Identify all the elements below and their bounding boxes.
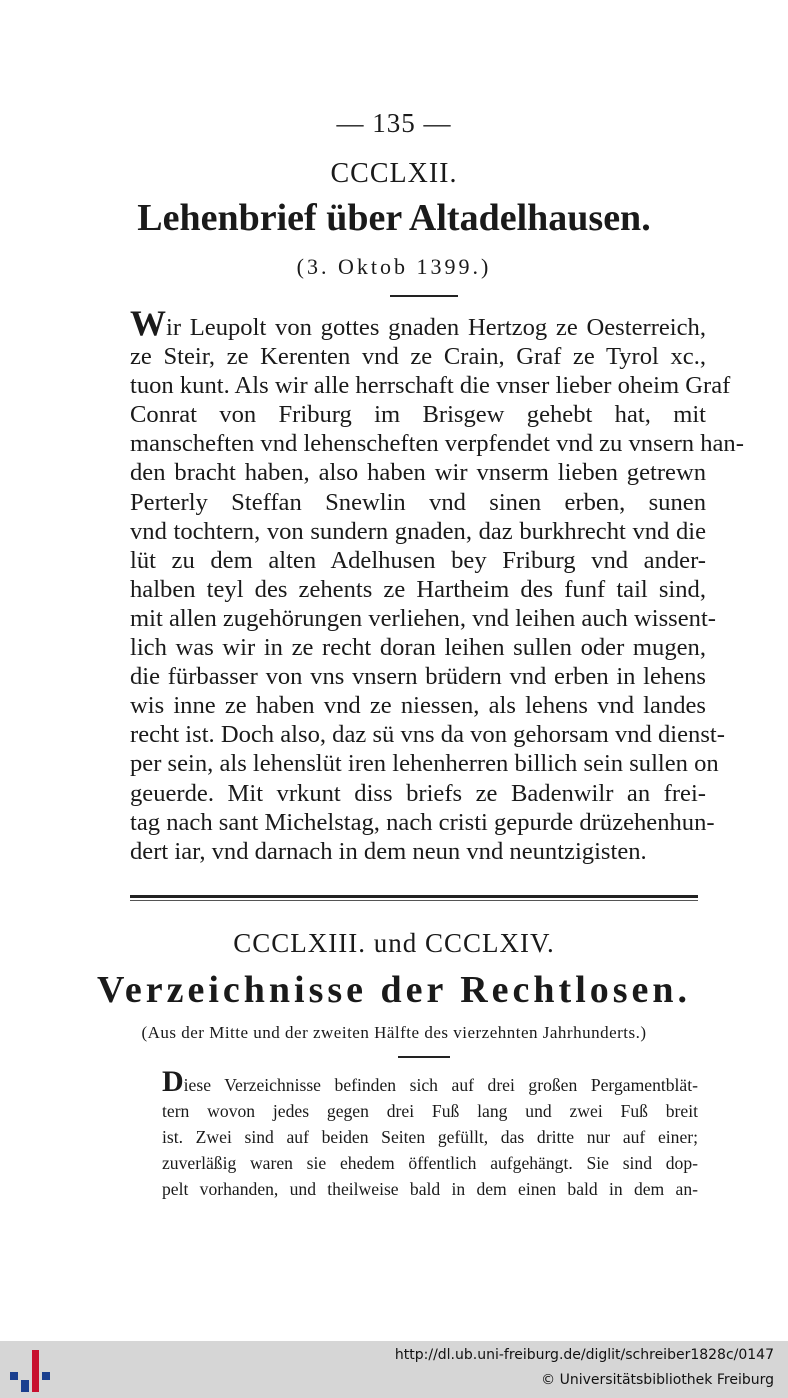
permalink-url[interactable]: http://dl.ub.uni-freiburg.de/diglit/schreiber1828c/0147 — [394, 1347, 774, 1363]
text-line: den bracht haben, also haben wir vnserm lieben getrewn — [130, 459, 706, 487]
text-line: lich was wir in ze recht doran leihen sullen oder mugen, — [130, 634, 706, 662]
text-line: tuon kunt. Als wir alle herrschaft die vnser lieber oheim Graf — [130, 372, 731, 400]
section-title: Verzeichnisse der Rechtlosen. — [96, 969, 692, 1011]
drop-cap: D — [162, 1065, 184, 1098]
commentary-text — [162, 1065, 698, 1202]
text-line: tag nach sant Michelstag, nach cristi gepurde drüzehenhun- — [130, 808, 715, 836]
text-line: Conrat von Friburg im Brisgew gehebt hat, mit — [130, 401, 706, 429]
divider — [390, 295, 458, 297]
text-line: geuerde. Mit vrkunt diss briefs ze Badenwilr an frei- — [130, 779, 706, 807]
text-line: Diese Verzeichnisse befinden sich auf drei großen Pergamentblät- — [162, 1065, 698, 1098]
text-line: per sein, als lehenslüt iren lehenherren billich sein sullen on — [130, 750, 719, 778]
charter-text — [130, 303, 744, 866]
text-line: tern wovon jedes gegen drei Fuß lang und zwei Fuß breit — [162, 1101, 698, 1121]
text-line: zuverläßig waren sie ehedem öffentlich aufgehängt. Sie sind dop- — [162, 1153, 698, 1173]
section-number: CCCLXIII. und CCCLXIV. — [233, 928, 555, 958]
section-number: CCCLXII. — [330, 158, 458, 189]
text-line: ze Steir, ze Kerenten vnd ze Crain, Graf ze Tyrol xc., — [130, 343, 706, 371]
text-line: dert iar, vnd darnach in dem neun vnd neuntzigisten. — [130, 837, 647, 865]
viewer-footer — [0, 1341, 788, 1398]
section-date: (3. Oktob 1399.) — [296, 254, 492, 279]
section-title: Lehenbrief über Altadelhausen. — [137, 197, 651, 239]
text-line: recht ist. Doch also, daz sü vns da von gehorsam vnd dienst- — [130, 721, 725, 749]
library-logo-icon[interactable] — [10, 1350, 50, 1392]
section-subtitle: (Aus der Mitte und der zweiten Hälfte des vierzehnten Jahrhunderts.) — [141, 1023, 647, 1042]
divider — [398, 1056, 450, 1058]
text-line: wis inne ze haben vnd ze niessen, als lehens vnd landes — [130, 692, 706, 720]
text-line: manscheften vnd lehenscheften verpfendet vnd zu vnsern han- — [130, 430, 744, 458]
text-line: Wir Leupolt von gottes gnaden Hertzog ze Oesterreich, — [130, 303, 706, 343]
copyright-notice: © Universitätsbibliothek Freiburg — [541, 1372, 774, 1388]
text-line: ist. Zwei sind auf beiden Seiten gefüllt, das dritte nur auf einer; — [162, 1127, 698, 1147]
text-line: die fürbasser von vns vnsern brüdern vnd erben in lehens — [130, 663, 706, 691]
text-line: vnd tochtern, von sundern gnaden, daz burkhrecht vnd die — [130, 517, 706, 545]
page-number: — 135 — — [336, 108, 452, 138]
drop-cap: W — [130, 303, 166, 343]
section-divider-thin — [130, 900, 698, 901]
text-line: mit allen zugehörungen verliehen, vnd leihen auch wissent- — [130, 604, 716, 632]
text-line: Perterly Steffan Snewlin vnd sinen erben, sunen — [130, 488, 706, 516]
section-divider — [130, 895, 698, 898]
text-line: halben teyl des zehents ze Hartheim des funf tail sind, — [130, 575, 706, 603]
text-line: pelt vorhanden, und theilweise bald in dem einen bald in dem an- — [162, 1179, 698, 1199]
text-line: lüt zu dem alten Adelhusen bey Friburg vnd ander- — [130, 546, 706, 574]
